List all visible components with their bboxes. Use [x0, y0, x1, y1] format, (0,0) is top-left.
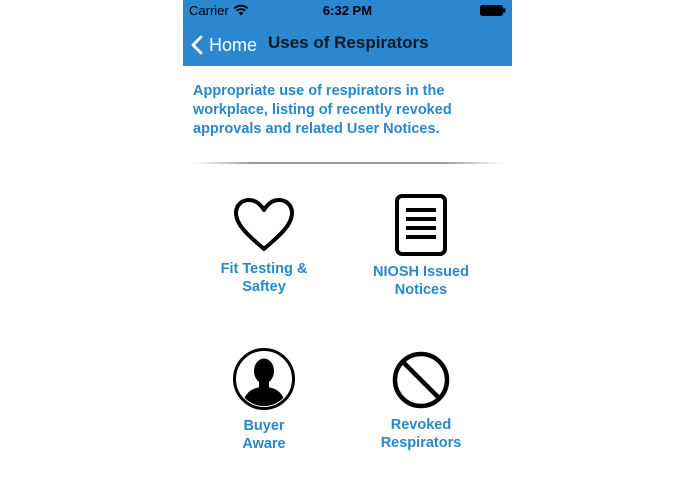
- description-line: approvals and related User Notices.: [193, 121, 440, 137]
- tile-label-line: Respirators: [380, 435, 462, 451]
- buyer-aware-tile[interactable]: [189, 347, 339, 453]
- tile-label-line: Saftey: [242, 279, 286, 295]
- document-icon: [393, 193, 449, 257]
- carrier-label: Carrier: [189, 3, 229, 18]
- description-line: Appropriate use of respirators in the: [193, 83, 445, 99]
- tile-label-line: Revoked: [390, 417, 452, 433]
- description-line: workplace, listing of recently revoked: [193, 102, 452, 118]
- app-screen: [183, 0, 512, 494]
- battery-icon: [480, 5, 506, 16]
- fit-testing-tile[interactable]: [189, 196, 339, 296]
- user-silhouette-icon: [232, 347, 296, 411]
- tile-label-line: Notices: [394, 282, 448, 298]
- tile-label: [189, 417, 339, 453]
- header: [183, 0, 512, 66]
- niosh-notices-tile[interactable]: [346, 193, 496, 299]
- back-button[interactable]: [191, 32, 257, 58]
- tile-label-line: Aware: [242, 436, 286, 452]
- page-title: Uses of Respirators: [268, 33, 429, 52]
- tile-label: [346, 416, 496, 452]
- tile-label-line: Fit Testing &: [220, 261, 308, 277]
- status-bar: [183, 0, 512, 22]
- tile-label-line: Buyer: [243, 418, 285, 434]
- tile-label: [189, 260, 339, 296]
- heart-icon: [232, 196, 296, 254]
- tile-label-line: NIOSH Issued: [373, 264, 469, 280]
- back-button-label: Home: [209, 34, 258, 55]
- chevron-left-icon: [191, 35, 203, 55]
- navigation-bar: [183, 26, 512, 62]
- page-description: [193, 82, 493, 139]
- clock: 6:32 PM: [322, 3, 373, 18]
- prohibited-icon: [391, 350, 451, 410]
- tile-label: [346, 263, 496, 299]
- divider: [193, 162, 503, 164]
- revoked-respirators-tile[interactable]: [346, 350, 496, 452]
